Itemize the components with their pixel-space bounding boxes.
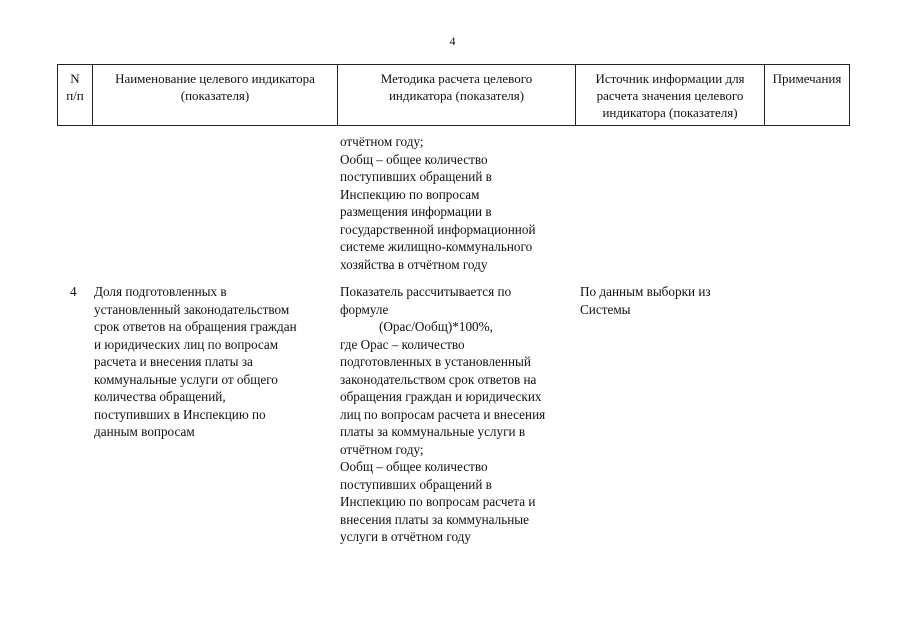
table-header [57,64,850,126]
indicator-name: Доля подготовленных в установленный законодательством срок ответов на обращения граждан и юридических лиц по вопросам расчета и внесения платы за коммунальные услуги от общего количества обращений, поступивших в Инспекцию по данным вопросам [94,284,297,439]
header-indicator-name: Наименование целевого индикатора (показателя) [93,65,338,125]
method-formula: (Орас/Ообщ)*100%, [379,319,493,334]
header-notes: Примечания [772,71,842,86]
method-details: где Орас – количество подготовленных в установленный законодательством срок ответов на обращения граждан и юридических лиц по вопросам расчета и внесения платы за коммунальные услуги в отчётном году; Ообщ – общее количество поступивших обращений в Инспекцию по вопросам расчета и внесения платы за коммунальные услуги в отчётном году [340,336,546,544]
method-description [340,283,580,546]
row-number: 4 [70,284,77,299]
header-number: N п/п [58,65,93,125]
header-source: Источник информации для расчета значения целевого индикатора (показателя) [576,65,765,125]
header-method: Методика расчета целевого индикатора (показателя) [338,65,576,125]
method-intro: Показатель рассчитывается по формуле [340,284,512,317]
method-continuation: отчётном году; Ообщ – общее количество поступивших обращений в Инспекцию по вопросам размещения информации в государственной информационной системе жилищно-коммунального хозяйства в отчётном году [340,134,536,272]
information-source: По данным выборки из Системы [580,284,711,317]
page-number: 4 [449,34,456,48]
